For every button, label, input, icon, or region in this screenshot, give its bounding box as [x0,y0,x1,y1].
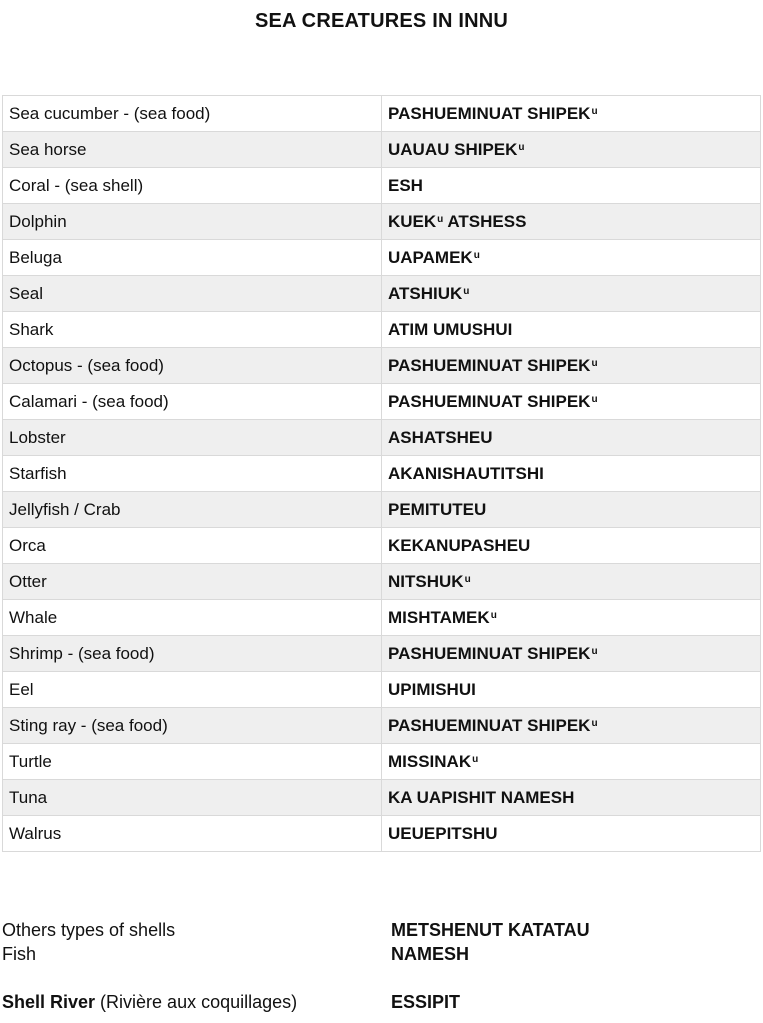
table-row [3,744,761,780]
innu-name-cell [382,420,761,456]
innu-suffix: u [591,393,598,405]
english-name-cell: Shrimp - (sea food) [3,636,382,672]
table-row [3,492,761,528]
table-row [3,168,761,204]
english-name-cell: Otter [3,564,382,600]
innu-name-cell [382,456,761,492]
english-name-cell: Coral - (sea shell) [3,168,382,204]
river-english-rest: (Rivière aux coquillages) [95,992,298,1012]
innu-name-cell [382,132,761,168]
sea-creatures-table [2,95,761,852]
innu-word: PASHUEMINUAT SHIPEK [388,715,591,735]
english-name-cell: Walrus [3,816,382,852]
table-row [3,240,761,276]
english-name-cell: Turtle [3,744,382,780]
innu-name-cell [382,636,761,672]
innu-name-cell [382,708,761,744]
innu-name-cell [382,348,761,384]
table-row [3,348,761,384]
innu-name-cell [382,96,761,132]
table-row [3,636,761,672]
table-body [3,96,761,852]
innu-word: MISSINAK [388,751,472,771]
table-row [3,204,761,240]
innu-word: PASHUEMINUAT SHIPEK [388,391,591,411]
innu-name-cell [382,600,761,636]
english-name-cell: Beluga [3,240,382,276]
english-name-cell: Calamari - (sea food) [3,384,382,420]
innu-word: AKANISHAUTITSHI [388,463,544,483]
innu-word: MISHTAMEK [388,607,490,627]
extra-row-fish [0,944,763,968]
table-row [3,420,761,456]
innu-word-tail: ATSHESS [443,211,527,231]
innu-suffix: u [437,213,444,225]
innu-name-cell [382,312,761,348]
innu-word: ESH [388,175,423,195]
table-row [3,672,761,708]
innu-word: ATIM UMUSHUI [388,319,513,339]
table-row [3,456,761,492]
table-row [3,564,761,600]
english-name-cell: Lobster [3,420,382,456]
innu-suffix: u [490,609,497,621]
innu-word: ASHATSHEU [388,427,493,447]
innu-name-cell [382,168,761,204]
shells-english: Others types of shells [2,920,176,940]
innu-name-cell [382,204,761,240]
innu-word: KEKANUPASHEU [388,535,531,555]
innu-suffix: u [591,105,598,117]
english-name-cell: Starfish [3,456,382,492]
river-innu: ESSIPIT [391,992,461,1012]
english-name-cell: Dolphin [3,204,382,240]
extra-vocabulary [0,920,763,1016]
table-row [3,600,761,636]
innu-name-cell [382,384,761,420]
table-row [3,384,761,420]
innu-word: KA UAPISHIT NAMESH [388,787,575,807]
innu-suffix: u [518,141,525,153]
table-row [3,132,761,168]
english-name-cell: Tuna [3,780,382,816]
river-english [2,992,297,1013]
innu-word: PEMITUTEU [388,499,487,519]
innu-word: PASHUEMINUAT SHIPEK [388,103,591,123]
innu-suffix: u [463,285,470,297]
english-name-cell: Sea horse [3,132,382,168]
innu-name-cell [382,780,761,816]
innu-word: ATSHIUK [388,283,463,303]
english-name-cell: Shark [3,312,382,348]
table-row [3,708,761,744]
english-name-cell: Octopus - (sea food) [3,348,382,384]
english-name-cell: Seal [3,276,382,312]
page-title: SEA CREATURES IN INNU [254,10,509,32]
innu-suffix: u [591,357,598,369]
river-english-bold: Shell River [2,992,96,1012]
innu-suffix: u [473,249,480,261]
innu-name-cell [382,816,761,852]
innu-suffix: u [472,753,479,765]
table-row [3,312,761,348]
english-name-cell: Sea cucumber - (sea food) [3,96,382,132]
english-name-cell: Orca [3,528,382,564]
innu-suffix: u [464,573,471,585]
table-row [3,276,761,312]
table-row [3,780,761,816]
english-name-cell: Jellyfish / Crab [3,492,382,528]
table-row [3,96,761,132]
table-row [3,816,761,852]
english-name-cell: Sting ray - (sea food) [3,708,382,744]
shells-innu: METSHENUT KATATAU [391,920,590,940]
fish-innu: NAMESH [391,944,470,964]
extra-row-shells [0,920,763,944]
innu-word: NITSHUK [388,571,464,591]
innu-word: KUEK [388,211,437,231]
innu-name-cell [382,564,761,600]
innu-suffix: u [591,717,598,729]
innu-word: PASHUEMINUAT SHIPEK [388,643,591,663]
innu-suffix: u [591,645,598,657]
innu-name-cell [382,240,761,276]
innu-word: UEUEPITSHU [388,823,498,843]
english-name-cell: Eel [3,672,382,708]
table-row [3,528,761,564]
innu-name-cell [382,276,761,312]
innu-word: PASHUEMINUAT SHIPEK [388,355,591,375]
extra-row-river [0,992,763,1016]
innu-name-cell [382,672,761,708]
innu-name-cell [382,744,761,780]
english-name-cell: Whale [3,600,382,636]
innu-word: UPIMISHUI [388,679,476,699]
innu-name-cell [382,528,761,564]
innu-word: UAUAU SHIPEK [388,139,518,159]
innu-name-cell [382,492,761,528]
innu-word: UAPAMEK [388,247,473,267]
fish-english: Fish [2,944,37,964]
